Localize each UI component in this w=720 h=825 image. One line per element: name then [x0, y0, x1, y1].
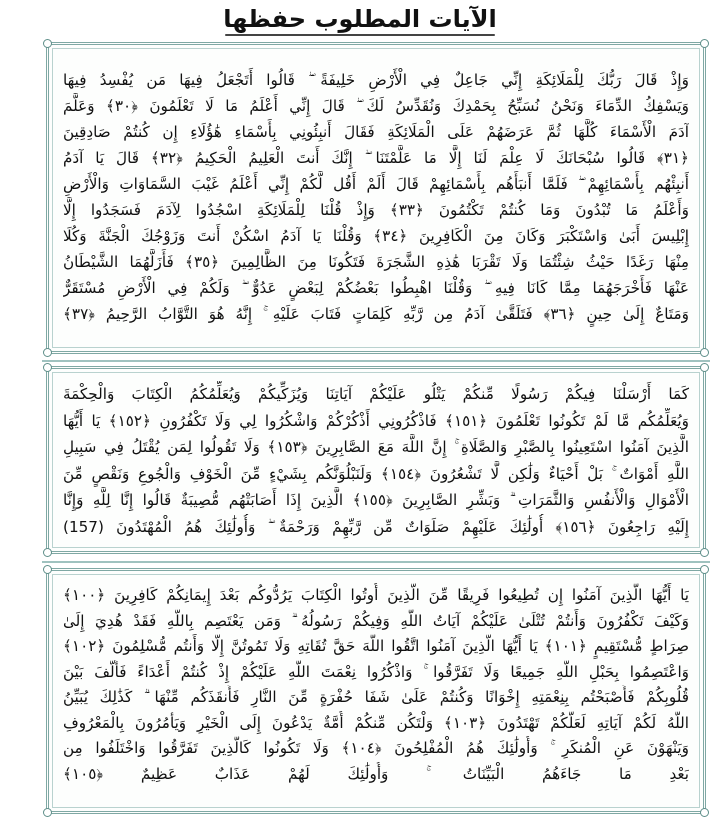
verse-line: إِبْلِيسَ أَبَىٰ وَاسْتَكْبَرَ وَكَانَ مِنَ الْكَافِرِينَ ﴿٣٤﴾ وَقُلْنَا يَا آدَمُ اسْكُنْ أَنتَ وَزَوْجُكَ الْجَنَّةَ وَكُلَا: [63, 227, 689, 245]
corner-ornament: [43, 808, 52, 817]
corner-ornament: [43, 363, 52, 372]
verse-line: عَنْهَا فَأَخْرَجَهُمَا مِمَّا كَانَا فِيهِ ۖ وَقُلْنَا اهْبِطُوا بَعْضُكُمْ لِبَعْضٍ عَدُوٌّ ۖ وَلَكُمْ فِي الْأَرْضِ مُسْتَقَرٌّ: [63, 279, 689, 297]
title-underline: [225, 34, 495, 36]
passage-text: [63, 583, 689, 787]
verse-line: صِرَاطٍ مُّسْتَقِيمٍ ﴿١٠١﴾ يَا أَيُّهَا الَّذِينَ آمَنُوا اتَّقُوا اللَّهَ حَقَّ تُقَاتِهِ وَلَا تَمُوتُنَّ إِلَّا وَأَنتُم مُّسْلِمُونَ ﴿١٠٢﴾: [63, 637, 689, 655]
corner-ornament: [43, 548, 52, 557]
verse-line: اللَّهُ لَكُمْ آيَاتِهِ لَعَلَّكُمْ تَهْتَدُونَ ﴿١٠٣﴾ وَلْتَكُن مِّنكُمْ أُمَّةٌ يَدْعُونَ إِلَى الْخَيْرِ وَيَأْمُرُونَ بِالْمَعْرُوفِ: [63, 713, 689, 732]
verse-line: الَّذِينَ آمَنُوا اسْتَعِينُوا بِالصَّبْرِ وَالصَّلَاةِ ۚ إِنَّ اللَّهَ مَعَ الصَّابِرِينَ ﴿١٥٣﴾ وَلَا تَقُولُوا لِمَن يُقْتَلُ فِي سَبِيلِ: [63, 438, 689, 456]
corner-ornament: [700, 348, 709, 357]
passage-box-3: [46, 568, 706, 814]
corner-ornament: [700, 548, 709, 557]
verse-line: ﴿٣١﴾ قَالُوا سُبْحَانَكَ لَا عِلْمَ لَنَا إِلَّا مَا عَلَّمْتَنَا ۖ إِنَّكَ أَنتَ الْعَلِيمُ الْحَكِيمُ ﴿٣٢﴾ قَالَ يَا آدَمُ: [63, 149, 689, 167]
verse-line: وَيَسْفِكُ الدِّمَاءَ وَنَحْنُ نُسَبِّحُ بِحَمْدِكَ وَنُقَدِّسُ لَكَ ۖ قَالَ إِنِّي أَعْلَمُ مَا لَا تَعْلَمُونَ ﴿٣٠﴾ وَعَلَّمَ: [63, 97, 689, 115]
passage-text: [63, 381, 689, 540]
verse-line: وَمَتَاعٌ إِلَىٰ حِينٍ ﴿٣٦﴾ فَتَلَقَّىٰ آدَمُ مِن رَّبِّهِ كَلِمَاتٍ فَتَابَ عَلَيْهِ ۚ إِنَّهُ هُوَ التَّوَّابُ الرَّحِيمُ ﴿٣٧﴾: [63, 305, 689, 323]
page-title: الآيات المطلوب حفظها: [223, 5, 497, 33]
verse-line: إِلَيْهِ رَاجِعُونَ ﴿١٥٦﴾ أُولَٰئِكَ عَلَيْهِمْ صَلَوَاتٌ مِّن رَّبِّهِمْ وَرَحْمَةٌ ۖ وَأُولَٰئِكَ هُمُ الْمُهْتَدُونَ (157): [63, 517, 689, 536]
passage-box-1: [46, 42, 706, 354]
verse-line: يَا أَيُّهَا الَّذِينَ آمَنُوا إِن تُطِيعُوا فَرِيقًا مِّنَ الَّذِينَ أُوتُوا الْكِتَابَ يَرُدُّوكُم بَعْدَ إِيمَانِكُمْ كَافِرِينَ ﴿١٠٠﴾: [63, 586, 689, 604]
corner-ornament: [700, 808, 709, 817]
verse-line: الْأَمْوَالِ وَالْأَنفُسِ وَالثَّمَرَاتِ ۗ وَبَشِّرِ الصَّابِرِينَ ﴿١٥٥﴾ الَّذِينَ إِذَا أَصَابَتْهُم مُّصِيبَةٌ قَالُوا إِنَّا لِلَّهِ وَإِنَّا: [63, 491, 689, 509]
passage-text: [63, 67, 689, 327]
corner-ornament: [700, 39, 709, 48]
corner-ornament: [700, 363, 709, 372]
section-divider: [42, 360, 710, 362]
corner-ornament: [43, 348, 52, 357]
verse-line: وَإِذْ قَالَ رَبُّكَ لِلْمَلَائِكَةِ إِنِّي جَاعِلٌ فِي الْأَرْضِ خَلِيفَةً ۖ قَالُوا أَتَجْعَلُ فِيهَا مَن يُفْسِدُ فِيهَا: [63, 71, 689, 89]
verse-line: مِنْهَا رَغَدًا حَيْثُ شِئْتُمَا وَلَا تَقْرَبَا هَٰذِهِ الشَّجَرَةَ فَتَكُونَا مِنَ الظَّالِمِينَ ﴿٣٥﴾ فَأَزَلَّهُمَا الشَّيْطَانُ: [63, 253, 689, 271]
verse-line: وَأَعْلَمُ مَا تُبْدُونَ وَمَا كُنتُمْ تَكْتُمُونَ ﴿٣٣﴾ وَإِذْ قُلْنَا لِلْمَلَائِكَةِ اسْجُدُوا لِآدَمَ فَسَجَدُوا إِلَّا: [63, 201, 689, 219]
verse-line: بَعْدِ مَا جَاءَهُمُ الْبَيِّنَاتُ ۚ وَأُولَٰئِكَ لَهُمْ عَذَابٌ عَظِيمٌ ﴿١٠٥﴾: [63, 764, 689, 783]
corner-ornament: [43, 565, 52, 574]
verse-line: كَمَا أَرْسَلْنَا فِيكُمْ رَسُولًا مِّنكُمْ يَتْلُو عَلَيْكُمْ آيَاتِنَا وَيُزَكِّيكُمْ وَيُعَلِّمُكُمُ الْكِتَابَ وَالْحِكْمَةَ: [63, 385, 689, 403]
section-divider: [42, 561, 710, 563]
verse-line: وَيَنْهَوْنَ عَنِ الْمُنكَرِ ۚ وَأُولَٰئِكَ هُمُ الْمُفْلِحُونَ ﴿١٠٤﴾ وَلَا تَكُونُوا كَالَّذِينَ تَفَرَّقُوا وَاخْتَلَفُوا مِن: [63, 739, 689, 757]
verse-line: وَاعْتَصِمُوا بِحَبْلِ اللَّهِ جَمِيعًا وَلَا تَفَرَّقُوا ۚ وَاذْكُرُوا نِعْمَتَ اللَّهِ عَلَيْكُمْ إِذْ كُنتُمْ أَعْدَاءً فَأَلَّفَ بَيْنَ: [63, 662, 689, 681]
verse-line: آدَمَ الْأَسْمَاءَ كُلَّهَا ثُمَّ عَرَضَهُمْ عَلَى الْمَلَائِكَةِ فَقَالَ أَنبِئُونِي بِأَسْمَاءِ هَٰؤُلَاءِ إِن كُنتُمْ صَادِقِينَ: [63, 123, 689, 141]
corner-ornament: [43, 39, 52, 48]
verse-line: وَيُعَلِّمُكُم مَّا لَمْ تَكُونُوا تَعْلَمُونَ ﴿١٥١﴾ فَاذْكُرُونِي أَذْكُرْكُمْ وَاشْكُرُوا لِي وَلَا تَكْفُرُونِ ﴿١٥٢﴾ يَا أَيُّهَا: [63, 411, 689, 430]
verse-line: قُلُوبِكُمْ فَأَصْبَحْتُم بِنِعْمَتِهِ إِخْوَانًا وَكُنتُمْ عَلَىٰ شَفَا حُفْرَةٍ مِّنَ النَّارِ فَأَنقَذَكُم مِّنْهَا ۗ كَذَٰلِكَ يُبَيِّنُ: [63, 688, 689, 706]
verse-line: أَنبِئْهُم بِأَسْمَائِهِمْ ۖ فَلَمَّا أَنبَأَهُم بِأَسْمَائِهِمْ قَالَ أَلَمْ أَقُل لَّكُمْ إِنِّي أَعْلَمُ غَيْبَ السَّمَاوَاتِ وَالْأَرْضِ: [63, 175, 689, 193]
passage-box-2: [46, 366, 706, 554]
corner-ornament: [700, 565, 709, 574]
verse-line: وَكَيْفَ تَكْفُرُونَ وَأَنتُمْ تُتْلَىٰ عَلَيْكُمْ آيَاتُ اللَّهِ وَفِيكُمْ رَسُولُهُ ۗ وَمَن يَعْتَصِم بِاللَّهِ فَقَدْ هُدِيَ إِلَىٰ: [63, 611, 689, 630]
verse-line: اللَّهِ أَمْوَاتٌ ۚ بَلْ أَحْيَاءٌ وَلَٰكِن لَّا تَشْعُرُونَ ﴿١٥٤﴾ وَلَنَبْلُوَنَّكُم بِشَيْءٍ مِّنَ الْخَوْفِ وَالْجُوعِ وَنَقْصٍ مِّنَ: [63, 464, 689, 483]
